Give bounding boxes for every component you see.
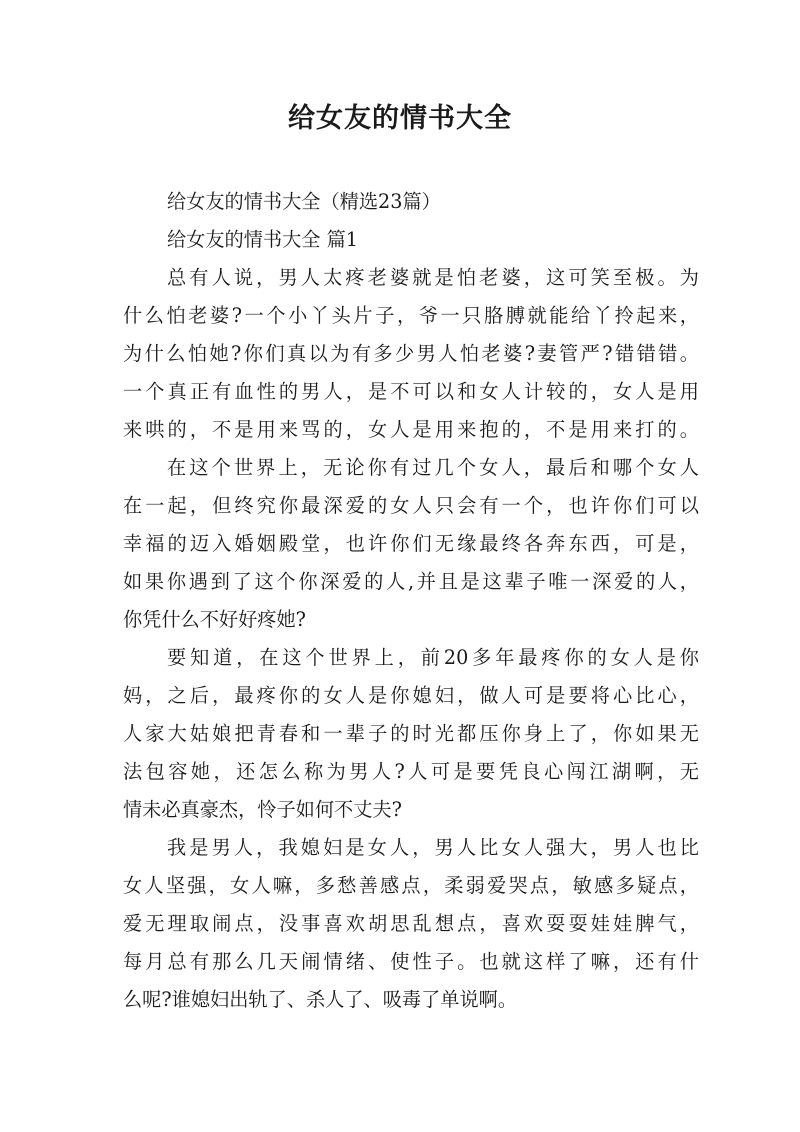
paragraph-line: 人家大姑娘把青春和一辈子的时光都压你身上了，你如果无 bbox=[123, 722, 699, 745]
paragraph-line: 一个真正有血性的男人，是不可以和女人计较的，女人是用 bbox=[123, 380, 699, 403]
paragraph-line: 情未必真豪杰，怜子如何不丈夫? bbox=[123, 798, 402, 821]
paragraph-line: 要知道，在这个世界上，前20多年最疼你的女人是你 bbox=[167, 646, 699, 669]
paragraph-line: 女人坚强，女人嘛，多愁善感点，柔弱爱哭点，敏感多疑点， bbox=[123, 874, 699, 897]
paragraph-line: 妈，之后，最疼你的女人是你媳妇，做人可是要将心比心， bbox=[123, 684, 699, 707]
subtitle-line: 给女友的情书大全（精选23篇） bbox=[167, 190, 441, 213]
paragraph-line: 爱无理取闹点，没事喜欢胡思乱想点，喜欢耍耍娃娃脾气， bbox=[123, 912, 699, 935]
paragraph-line: 法包容她，还怎么称为男人?人可是要凭良心闯江湖啊，无 bbox=[123, 760, 699, 783]
paragraph-line: 总有人说，男人太疼老婆就是怕老婆，这可笑至极。为 bbox=[167, 266, 699, 289]
document-body bbox=[123, 183, 699, 1019]
paragraph-line: 为什么怕她?你们真以为有多少男人怕老婆?妻管严?错错错。 bbox=[123, 342, 699, 365]
paragraph-line: 你凭什么不好好疼她? bbox=[123, 608, 306, 631]
paragraph-line: 在一起，但终究你最深爱的女人只会有一个，也许你们可以 bbox=[123, 494, 699, 517]
paragraph-line: 什么怕老婆?一个小丫头片子，爷一只胳膊就能给丫拎起来， bbox=[123, 304, 699, 327]
paragraph-line: 幸福的迈入婚姻殿堂，也许你们无缘最终各奔东西，可是， bbox=[123, 532, 699, 555]
document-title: 给女友的情书大全 bbox=[288, 103, 512, 134]
paragraph-line: 么呢?谁媳妇出轨了、杀人了、吸毒了单说啊。 bbox=[123, 988, 518, 1011]
paragraph-line: 在这个世界上，无论你有过几个女人，最后和哪个女人 bbox=[167, 456, 699, 479]
paragraph-line: 每月总有那么几天闹情绪、使性子。也就这样了嘛，还有什 bbox=[123, 950, 699, 973]
paragraph-line: 如果你遇到了这个你深爱的人,并且是这辈子唯一深爱的人， bbox=[123, 570, 699, 593]
section-heading: 给女友的情书大全 篇1 bbox=[167, 228, 358, 251]
paragraph-line: 我是男人，我媳妇是女人，男人比女人强大，男人也比 bbox=[167, 836, 699, 859]
paragraph-line: 来哄的，不是用来骂的，女人是用来抱的，不是用来打的。 bbox=[123, 418, 699, 441]
